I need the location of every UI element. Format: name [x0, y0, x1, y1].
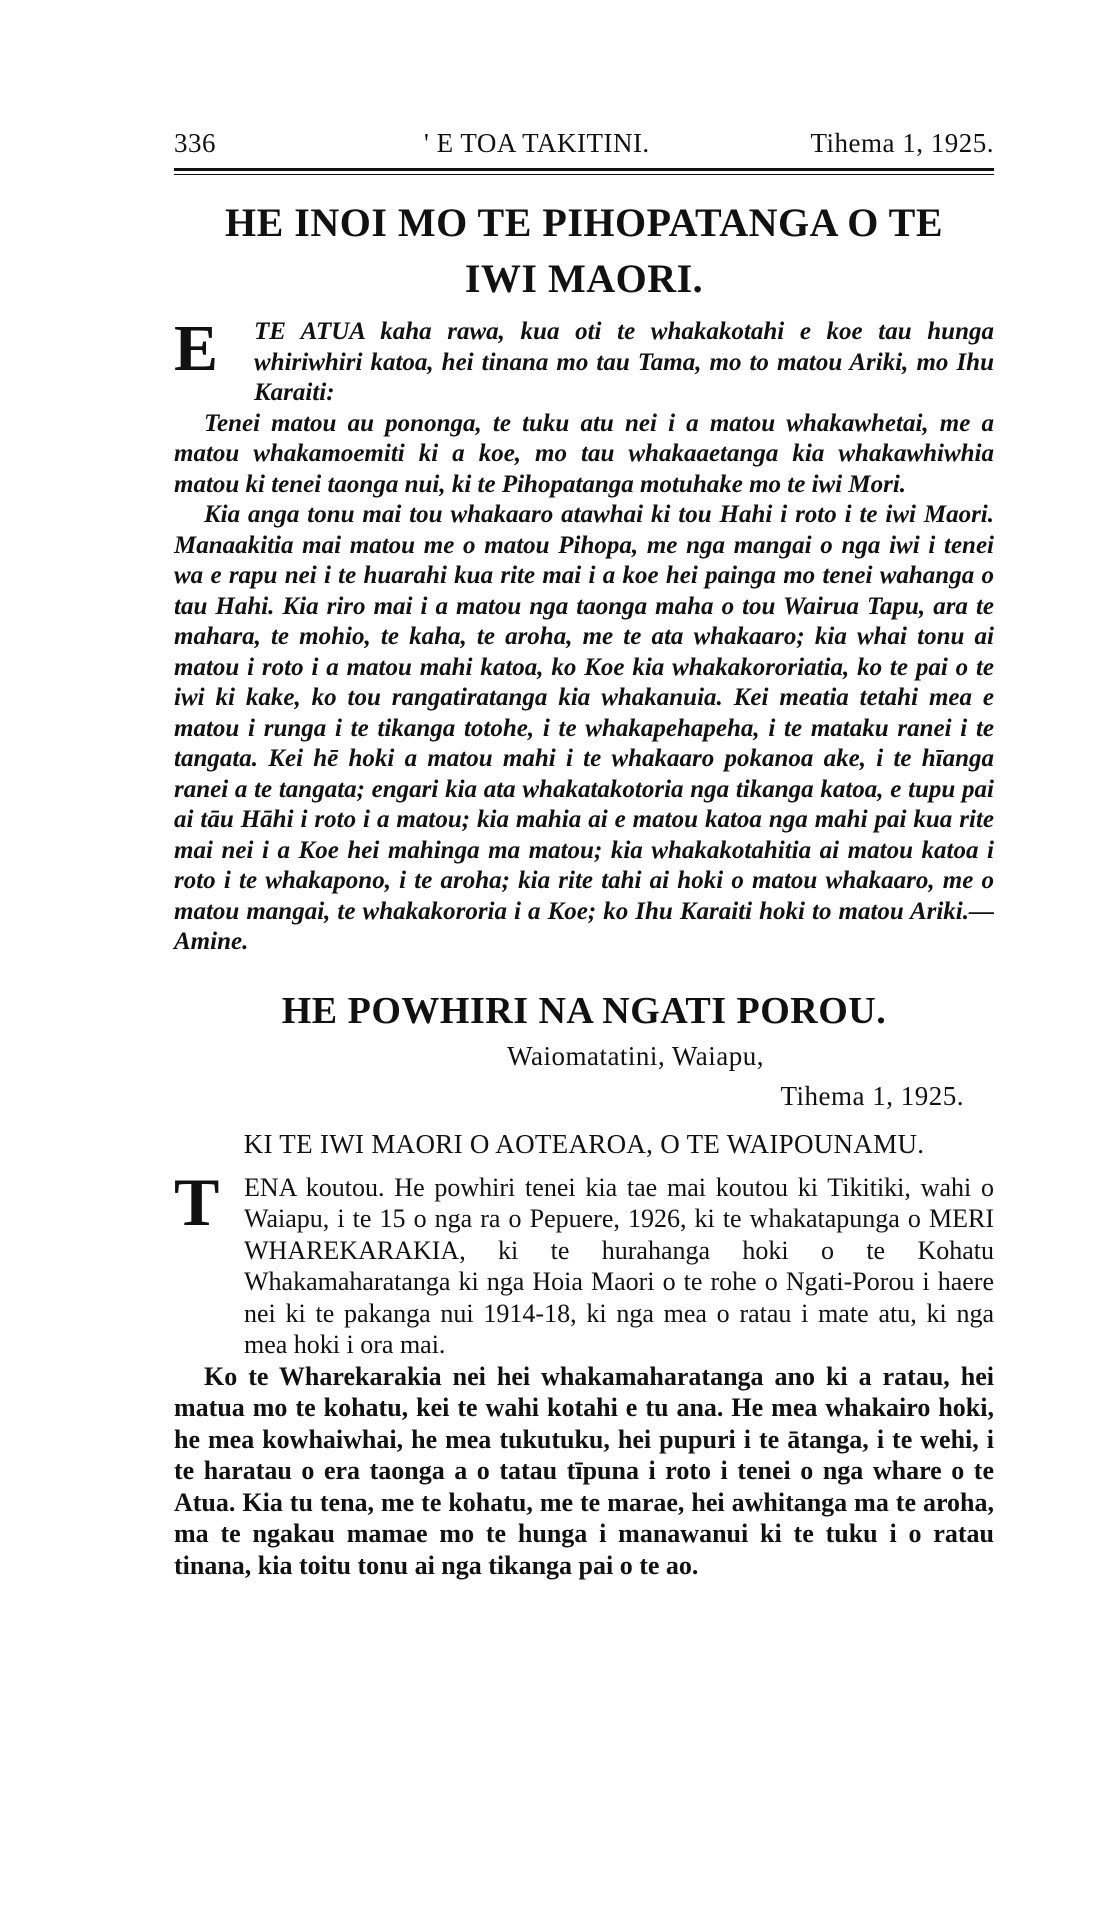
welcome-heading: HE POWHIRI NA NGATI POROU.	[281, 989, 887, 1032]
document-page	[174, 120, 994, 1581]
letter-address-block	[174, 1036, 994, 1116]
page-number: 336	[174, 128, 216, 158]
prayer-body	[174, 312, 994, 958]
header-rule-thin	[174, 174, 994, 175]
letter-date-line: Tihema 1, 1925.	[780, 1080, 964, 1111]
issue-date: Tihema 1, 1925.	[810, 128, 994, 158]
address-line: Waiomatatini, Waiapu,	[507, 1040, 764, 1071]
prayer-opening-text: TE ATUA kaha rawa, kua oti te whakakotahi e koe tau hunga whiriwhiri katoa, hei tinana mo tau Tama, mo to matou Ariki, mo Ihu Karaiti:	[254, 318, 994, 406]
letter-paragraph-2: Ko te Wharekarakia nei hei whakamaharatanga ano ki a ratau, hei matua mo te kohatu, kei te wahi kotahi e tu ana. He mea whakairo hoki, he mea kowhaiwhai, he mea tukutuku, hei pupuri i te ātanga, i te wehi, i te haratau o era taonga a o tatau tīpuna i roto i tenei o nga whare o te Atua. Kia tu tena, me te kohatu, me te marae, hei awhitanga ma te aroha, ma te ngakau mamae mo te hunga i manawanui ki te tuku i o ratau tinana, kia toitu tonu ai nga tikanga pai o te ao.	[174, 1361, 994, 1580]
prayer-paragraph-2: Tenei matou au pononga, te tuku atu nei i a matou whakawhetai, me a matou whakamoemiti ki a koe, mo tau whakaaetanga kia whakawhiwhia matou ki tenei taonga nui, ki te Pihopatanga motuhake mo te iwi Mori.	[174, 409, 994, 498]
running-header	[174, 120, 994, 164]
prayer-drop-cap: E	[174, 312, 219, 385]
letter-paragraph-1-text: ENA koutou. He powhiri tenei kia tae mai koutou ki Tikitiki, wahi o Waiapu, i te 15 o nga ra o Pepuere, 1926, ki te whakatapunga o MERI WHAREKARAKIA, ki te hurahanga hoki o te Kohatu Whakamaharatanga ki nga Hoia Maori o te rohe o Ngati-Porou i haere nei ki te pakanga nui 1914-18, ki nga mea o ratau i mate atu, ki nga mea hoki i ora mai.	[244, 1172, 994, 1359]
letter-body	[174, 1163, 994, 1582]
letter-drop-cap: T	[174, 1163, 220, 1240]
prayer-paragraph-3: Kia anga tonu mai tou whakaaro atawhai ki tou Hahi i roto i te iwi Maori. Manaakitia mai matou me o matou Pihopa, me nga mangai o nga iwi i tenei wa e rapu nei i te huarahi kua rite mai i a koe hei painga mo tenei wahanga o tau Hahi. Kia riro mai i a matou nga taonga maha o tou Wairua Tapu, ara te mahara, te mohio, te kaha, te aroha, me te ata whakaaro; kia whai tonu ai matou i roto i a matou mahi katoa, ko Koe kia whakakororiatia, ko te pai o te iwi ki kake, ko tou rangatiratanga kia whakanuia. Kei meatia tetahi mea e matou i runga i te tikanga totohe, i te whakapehapeha, i te mataku ranei i te tangata. Kei hē hoki a matou mahi i te whakaaro pokanoa ake, i te hīanga ranei a te tangata; engari kia ata whakatakotoria nga tikanga katoa, e tupu pai ai tāu Hāhi i roto i a matou; kia mahia ai e matou katoa nga mahi pai kua rite mai nei i a Koe hei mahinga ma matou; kia whakakotahitia ai matou katoa i roto i te whakapono, i te aroha; kia rite tahi ai hoki o matou whakaaro, me o matou mangai, te whakakororia i a Koe; ko Ihu Karaiti hoki to matou Ariki.—Amine.	[174, 501, 994, 955]
letter-salutation: KI TE IWI MAORI O AOTEAROA, O TE WAIPOUNAMU.	[243, 1128, 925, 1159]
publication-title: ' E TOA TAKITINI.	[424, 128, 650, 158]
prayer-heading: HE INOI MO TE PIHOPATANGA O TE IWI MAORI.	[224, 200, 944, 301]
header-rule-thick	[174, 168, 994, 171]
letter-paragraph-1	[174, 1163, 994, 1361]
prayer-opening-paragraph	[174, 312, 994, 409]
